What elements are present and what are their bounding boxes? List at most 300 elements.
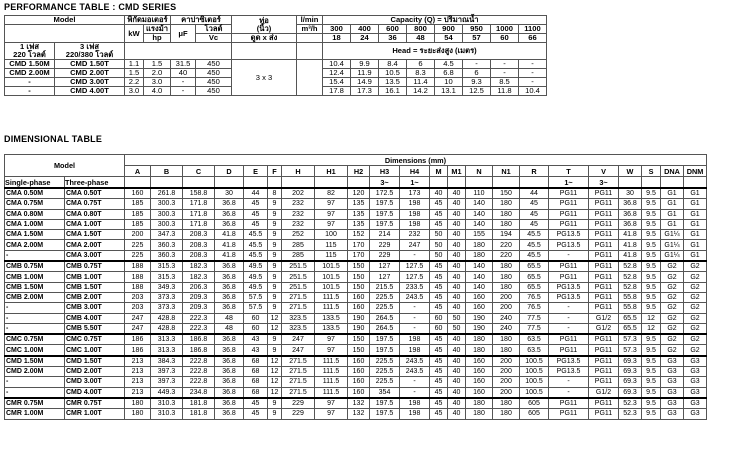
dim-cell: G3 — [684, 409, 707, 419]
dim-cell: 100.5 — [520, 377, 549, 387]
dim-sub-header — [348, 177, 370, 189]
dim-cell: 198 — [400, 398, 430, 409]
dim-cell: G2 — [684, 272, 707, 282]
dim-cell: 127 — [370, 272, 400, 282]
dim-cell: 190 — [348, 313, 370, 323]
dim-row — [5, 219, 707, 229]
dim-cell: G1/2 — [589, 387, 619, 398]
dim-row — [5, 292, 707, 302]
dim-cell: 45.5 — [244, 230, 268, 240]
dim-cell: 190 — [466, 323, 493, 334]
dim-cell: 160 — [348, 292, 370, 302]
dim-col-header: H4 — [400, 166, 430, 177]
dim-cell: 111.5 — [315, 303, 348, 313]
dim-cell: 243.5 — [400, 356, 430, 367]
dim-cell: 171.8 — [183, 209, 215, 219]
dim-cell: 271.5 — [282, 367, 315, 377]
dim-cell: 185 — [125, 199, 151, 209]
dim-cell: 45 — [430, 282, 448, 292]
dim-cell: G3 — [661, 387, 684, 398]
dim-cell: 100.5 — [520, 387, 549, 398]
dim-cell: 9.5 — [642, 356, 661, 367]
dim-cell: PG13.5 — [549, 292, 589, 302]
dim-sub-header — [268, 177, 282, 189]
dim-cell: - — [400, 250, 430, 261]
dim-cell: 40 — [448, 398, 466, 409]
dim-cell: 247 — [282, 345, 315, 356]
dim-cell: 50 — [448, 323, 466, 334]
dim-row — [5, 345, 707, 356]
dim-cell: 36.8 — [215, 199, 244, 209]
dim-cell: 9 — [268, 272, 282, 282]
dim-col-header: V — [589, 166, 619, 177]
dim-cell: PG11 — [589, 209, 619, 219]
dim-cell: 40 — [448, 367, 466, 377]
dim-cell: 36.8 — [215, 209, 244, 219]
perf-cell: - — [171, 78, 196, 87]
dim-model-cell: CMR 1.00T — [65, 409, 125, 419]
dim-cell: 160 — [466, 367, 493, 377]
dim-row — [5, 356, 707, 367]
dim-cell: 82 — [315, 188, 348, 199]
dim-cell: PG11 — [589, 303, 619, 313]
perf-cell: 10.5 — [379, 69, 407, 78]
dim-cell: 180 — [493, 199, 520, 209]
dim-model-cell: CMA 1.50M — [5, 230, 65, 240]
dim-cell: 60 — [430, 323, 448, 334]
perf-motor-blank — [125, 43, 232, 60]
dim-cell: 45 — [520, 209, 549, 219]
dim-cell: 36.8 — [215, 387, 244, 398]
dim-cell: 300.3 — [151, 209, 183, 219]
dim-cell: 202 — [282, 188, 315, 199]
perf-cell: 1.5 — [144, 60, 171, 69]
dim-cell: 97 — [315, 334, 348, 345]
dim-cell: G1¼ — [661, 240, 684, 250]
dim-cell: 152 — [348, 230, 370, 240]
dim-cell: 45 — [244, 398, 268, 409]
perf-m3h-60: 60 — [491, 34, 519, 43]
dim-cell: 55.8 — [619, 292, 642, 302]
perf-cell: 14.9 — [351, 78, 379, 87]
dim-cell: G2 — [684, 292, 707, 302]
dim-cell: 8 — [268, 188, 282, 199]
dim-cell: 9.5 — [642, 387, 661, 398]
dim-col-header: C — [183, 166, 215, 177]
dim-cell: PG11 — [549, 345, 589, 356]
dim-cell: 9.5 — [642, 209, 661, 219]
perf-capacity-header: Capacity (Q) = ปริมาณน้ำ — [323, 16, 547, 25]
dim-cell: G2 — [661, 282, 684, 292]
dim-sub-header — [619, 177, 642, 189]
dim-cell: 40 — [448, 230, 466, 240]
dim-cell: 160 — [466, 303, 493, 313]
dim-model-cell: CMA 0.80M — [5, 209, 65, 219]
dim-cell: 69.3 — [619, 387, 642, 398]
dim-cell: 203 — [125, 303, 151, 313]
dim-cell: 36.8 — [619, 209, 642, 219]
perf-cell: 6 — [407, 60, 435, 69]
dim-cell: G2 — [684, 261, 707, 272]
dim-cell: G3 — [684, 377, 707, 387]
perf-cell: 12.4 — [323, 69, 351, 78]
perf-vc-header: Vc — [196, 34, 232, 43]
dim-col-header: DNA — [661, 166, 684, 177]
dim-cell: 40 — [448, 250, 466, 261]
dim-cell: 40 — [448, 219, 466, 229]
dim-cell: 55.8 — [619, 303, 642, 313]
dim-cell: 180 — [493, 209, 520, 219]
perf-cell: - — [491, 69, 519, 78]
dim-cell: 180 — [466, 334, 493, 345]
perf-lmin-600: 600 — [379, 25, 407, 34]
perf-cell: 11.4 — [407, 78, 435, 87]
dim-cell: 48 — [215, 323, 244, 334]
dim-cell: - — [549, 323, 589, 334]
dim-cell: 9.5 — [642, 409, 661, 419]
dim-cell: PG11 — [589, 409, 619, 419]
perf-model-cell: CMD 1.50T — [55, 60, 125, 69]
dim-cell: 247 — [125, 313, 151, 323]
dim-cell: 180 — [466, 250, 493, 261]
perf-m3h-36: 36 — [379, 34, 407, 43]
perf-cell: 4.0 — [144, 87, 171, 96]
dim-cell: 97 — [315, 209, 348, 219]
dim-cell: 45 — [430, 377, 448, 387]
perf-three-phase-label: 3 เฟส — [80, 42, 99, 51]
dim-cell: 45 — [244, 199, 268, 209]
dim-model-cell: CMR 0.75T — [65, 398, 125, 409]
dim-cell: 12 — [268, 367, 282, 377]
dim-cell: - — [549, 313, 589, 323]
dim-cell: 12 — [268, 323, 282, 334]
dim-col-header: D — [215, 166, 244, 177]
dim-model-cell: CMB 1.00M — [5, 272, 65, 282]
dim-cell: 186 — [125, 345, 151, 356]
dim-cell: 232 — [282, 219, 315, 229]
dim-cell: 50 — [430, 240, 448, 250]
dim-cell: G1 — [684, 209, 707, 219]
dim-cell: 243.5 — [400, 292, 430, 302]
dim-cell: 36.8 — [215, 303, 244, 313]
dim-cell: 77.5 — [520, 323, 549, 334]
dim-cell: 208.3 — [183, 250, 215, 261]
dim-model-cell: CMC 1.00T — [65, 345, 125, 356]
dim-cell: 200 — [493, 303, 520, 313]
dim-cell: 247 — [400, 240, 430, 250]
perf-cell: - — [519, 69, 547, 78]
dim-cell: 198 — [400, 409, 430, 419]
dim-cell: 9.5 — [642, 250, 661, 261]
perf-cell: 31.5 — [171, 60, 196, 69]
dim-model-cell: CMA 2.00T — [65, 240, 125, 250]
dim-cell: 9.5 — [642, 367, 661, 377]
dim-cell: 160 — [466, 387, 493, 398]
dim-row — [5, 250, 707, 261]
dim-cell: PG11 — [589, 230, 619, 240]
dim-cell: 180 — [493, 219, 520, 229]
dim-cell: 190 — [466, 313, 493, 323]
dim-cell: 41.8 — [215, 250, 244, 261]
dim-cell: 36.8 — [215, 409, 244, 419]
dim-cell: 251.5 — [282, 261, 315, 272]
dim-cell: 40 — [448, 292, 466, 302]
dim-cell: 40 — [448, 199, 466, 209]
dim-cell: 150 — [348, 282, 370, 292]
dim-cell: 36.8 — [215, 377, 244, 387]
dim-cell: 310.3 — [151, 398, 183, 409]
dim-cell: 36.8 — [215, 345, 244, 356]
dim-col-header: E — [244, 166, 268, 177]
dim-cell: 36.8 — [215, 219, 244, 229]
dim-cell: 111.5 — [315, 356, 348, 367]
dim-cell: 9.5 — [642, 272, 661, 282]
dim-cell: 12 — [642, 323, 661, 334]
dim-cell: 261.8 — [151, 188, 183, 199]
perf-capacitor-header: คาปาซิเตอร์ — [171, 16, 232, 25]
dim-cell: 240 — [493, 323, 520, 334]
perf-cell: 40 — [171, 69, 196, 78]
perf-cell: 17.8 — [323, 87, 351, 96]
dim-cell: 229 — [282, 398, 315, 409]
dim-row — [5, 367, 707, 377]
dim-model-cell: - — [5, 250, 65, 261]
dim-cell: 428.8 — [151, 313, 183, 323]
dim-col-header: S — [642, 166, 661, 177]
dim-cell: PG13.5 — [549, 240, 589, 250]
perf-cell: 6.8 — [435, 69, 463, 78]
dim-model-cell: CMA 0.75M — [5, 199, 65, 209]
perf-lmin-header: l/min — [297, 16, 323, 25]
dim-cell: 9 — [268, 209, 282, 219]
dim-cell: 133.5 — [315, 313, 348, 323]
perf-lmin-400: 400 — [351, 25, 379, 34]
perf-cell: 450 — [196, 69, 232, 78]
dim-cell: 41.8 — [619, 250, 642, 261]
dim-cell: 77.5 — [520, 313, 549, 323]
dim-cell: 232 — [282, 199, 315, 209]
dim-cell: 9 — [268, 240, 282, 250]
dim-cell: 315.3 — [151, 261, 183, 272]
dim-cell: G3 — [661, 367, 684, 377]
dim-cell: 40 — [448, 345, 466, 356]
dim-cell: 247 — [125, 323, 151, 334]
dim-cell: 313.3 — [151, 345, 183, 356]
dim-cell: PG11 — [549, 199, 589, 209]
dim-cell: 315.3 — [151, 272, 183, 282]
dim-cell: 65.5 — [619, 323, 642, 334]
dim-cell: 48 — [215, 313, 244, 323]
dim-cell: G1 — [684, 230, 707, 240]
perf-cell: 12.5 — [463, 87, 491, 96]
dim-cell: - — [400, 323, 430, 334]
dim-cell: 9.5 — [642, 230, 661, 240]
dim-cell: 45 — [244, 219, 268, 229]
dim-cell: 140 — [466, 209, 493, 219]
dim-cell: 271.5 — [282, 356, 315, 367]
dim-cell: 133.5 — [315, 323, 348, 334]
dim-cell: G2 — [684, 313, 707, 323]
dim-cell: PG13.5 — [549, 282, 589, 292]
dim-cell: 180 — [466, 398, 493, 409]
dim-row — [5, 209, 707, 219]
dim-cell: 206.3 — [183, 282, 215, 292]
dim-cell: 127.5 — [400, 272, 430, 282]
dim-model-cell: CMA 1.00T — [65, 219, 125, 229]
perf-cell: 450 — [196, 87, 232, 96]
dim-cell: 180 — [493, 345, 520, 356]
dim-cell: 12 — [268, 356, 282, 367]
dim-row — [5, 323, 707, 334]
perf-cell: - — [491, 60, 519, 69]
dim-cell: 43 — [244, 345, 268, 356]
dim-cell: - — [549, 303, 589, 313]
dim-cell: 150 — [348, 272, 370, 282]
perf-m3h-blank — [297, 34, 323, 43]
dim-cell: 9 — [268, 261, 282, 272]
dim-cell: G2 — [684, 345, 707, 356]
perf-cell: 14.2 — [407, 87, 435, 96]
perf-cell: 450 — [196, 78, 232, 87]
dim-cell: G1 — [684, 199, 707, 209]
perf-uf-header: μF — [171, 25, 196, 43]
perf-model-blank — [5, 25, 125, 43]
dim-cell: 40 — [448, 356, 466, 367]
dim-cell: 200 — [493, 377, 520, 387]
dim-cell: 9 — [268, 345, 282, 356]
dim-cell: 60 — [430, 313, 448, 323]
dim-cell: 9 — [268, 282, 282, 292]
dim-cell: 45.5 — [520, 240, 549, 250]
perf-cell: 9.9 — [351, 60, 379, 69]
dim-col-header: N — [466, 166, 493, 177]
dim-cell: 172.5 — [370, 188, 400, 199]
dim-cell: 222.8 — [183, 356, 215, 367]
perf-pipe-header — [232, 16, 297, 34]
dim-cell: G1 — [661, 199, 684, 209]
dim-cell: 225.5 — [370, 356, 400, 367]
dim-cell: - — [400, 387, 430, 398]
dim-cell: 155 — [466, 230, 493, 240]
dim-cell: 160 — [466, 377, 493, 387]
dim-cell: G2 — [661, 303, 684, 313]
dim-cell: 397.3 — [151, 377, 183, 387]
perf-model-cell: CMD 2.00T — [55, 69, 125, 78]
dim-cell: - — [549, 387, 589, 398]
dim-cell: 110 — [466, 188, 493, 199]
dim-cell: 180 — [125, 398, 151, 409]
dim-cell: 97 — [315, 345, 348, 356]
dim-model-cell: CMA 0.75T — [65, 199, 125, 209]
dim-cell: 49.5 — [244, 261, 268, 272]
dim-sub-header — [642, 177, 661, 189]
dim-cell: 360.3 — [151, 240, 183, 250]
dim-cell: 214 — [370, 230, 400, 240]
dim-row — [5, 303, 707, 313]
dim-cell: 197.5 — [370, 219, 400, 229]
dim-cell: 97 — [315, 199, 348, 209]
dim-col-header: H1 — [315, 166, 348, 177]
dim-cell: 9.5 — [642, 334, 661, 345]
dim-cell: G1 — [661, 219, 684, 229]
dim-row — [5, 334, 707, 345]
dim-cell: 243.5 — [400, 367, 430, 377]
dim-cell: 36.8 — [619, 199, 642, 209]
dim-cell: 188 — [125, 282, 151, 292]
dim-cell: 373.3 — [151, 292, 183, 302]
dim-cell: 197.5 — [370, 199, 400, 209]
dim-cell: 213 — [125, 387, 151, 398]
dim-cell: 44 — [520, 188, 549, 199]
dim-cell: PG13.5 — [549, 367, 589, 377]
perf-model-cell: CMD 3.00T — [55, 78, 125, 87]
perf-pipe-blank — [232, 43, 297, 60]
dim-model-cell: CMA 0.80T — [65, 209, 125, 219]
dim-cell: 140 — [466, 199, 493, 209]
dim-cell: 45 — [430, 409, 448, 419]
dim-cell: 300.3 — [151, 219, 183, 229]
dim-model-cell: CMB 5.50T — [65, 323, 125, 334]
dim-cell: 36.8 — [215, 334, 244, 345]
perf-cell: 8.3 — [407, 69, 435, 78]
dim-cell: PG11 — [549, 209, 589, 219]
dim-three-phase-header: Three-phase — [65, 177, 125, 189]
dimensional-table-title: DIMENSIONAL TABLE — [4, 134, 103, 144]
perf-cell: 1.5 — [125, 69, 144, 78]
dim-col-header: B — [151, 166, 183, 177]
dim-cell: G3 — [661, 377, 684, 387]
dim-cell: 347.3 — [151, 230, 183, 240]
dim-cell: PG11 — [589, 240, 619, 250]
dim-cell: 97 — [315, 398, 348, 409]
dim-sub-header — [684, 177, 707, 189]
dim-cell: 229 — [370, 240, 400, 250]
dim-cell: G3 — [661, 356, 684, 367]
dim-cell: 222.3 — [183, 323, 215, 334]
dim-model-cell: CMB 1.50M — [5, 282, 65, 292]
dim-cell: 397.3 — [151, 367, 183, 377]
dim-sub-header: 1~ — [400, 177, 430, 189]
perf-single-volt-label: 220 โวลต์ — [13, 50, 46, 59]
dim-cell: PG11 — [549, 334, 589, 345]
dim-row — [5, 377, 707, 387]
perf-cell: 8.4 — [379, 60, 407, 69]
dim-cell: 185 — [125, 219, 151, 229]
dim-cell: 45 — [430, 334, 448, 345]
dim-cell: 160 — [348, 303, 370, 313]
dim-row — [5, 240, 707, 250]
perf-model-cell: - — [5, 87, 55, 96]
perf-cell: 2.0 — [144, 69, 171, 78]
dim-cell: 43 — [244, 334, 268, 345]
dim-cell: 40 — [448, 409, 466, 419]
dim-cell: 264.5 — [370, 323, 400, 334]
dim-cell: G2 — [684, 334, 707, 345]
dim-cell: 234.8 — [183, 387, 215, 398]
dim-cell: 111.5 — [315, 387, 348, 398]
dim-cell: 200 — [493, 356, 520, 367]
dim-cell: 198 — [400, 209, 430, 219]
dim-cell: 132 — [348, 409, 370, 419]
dim-cell: 180 — [493, 261, 520, 272]
dim-cell: 9.5 — [642, 188, 661, 199]
dim-cell: G3 — [661, 409, 684, 419]
dim-row — [5, 282, 707, 292]
dim-cell: 41.8 — [619, 240, 642, 250]
dim-cell: 57.3 — [619, 334, 642, 345]
dim-cell: 171.8 — [183, 199, 215, 209]
dim-cell: 41.8 — [215, 230, 244, 240]
